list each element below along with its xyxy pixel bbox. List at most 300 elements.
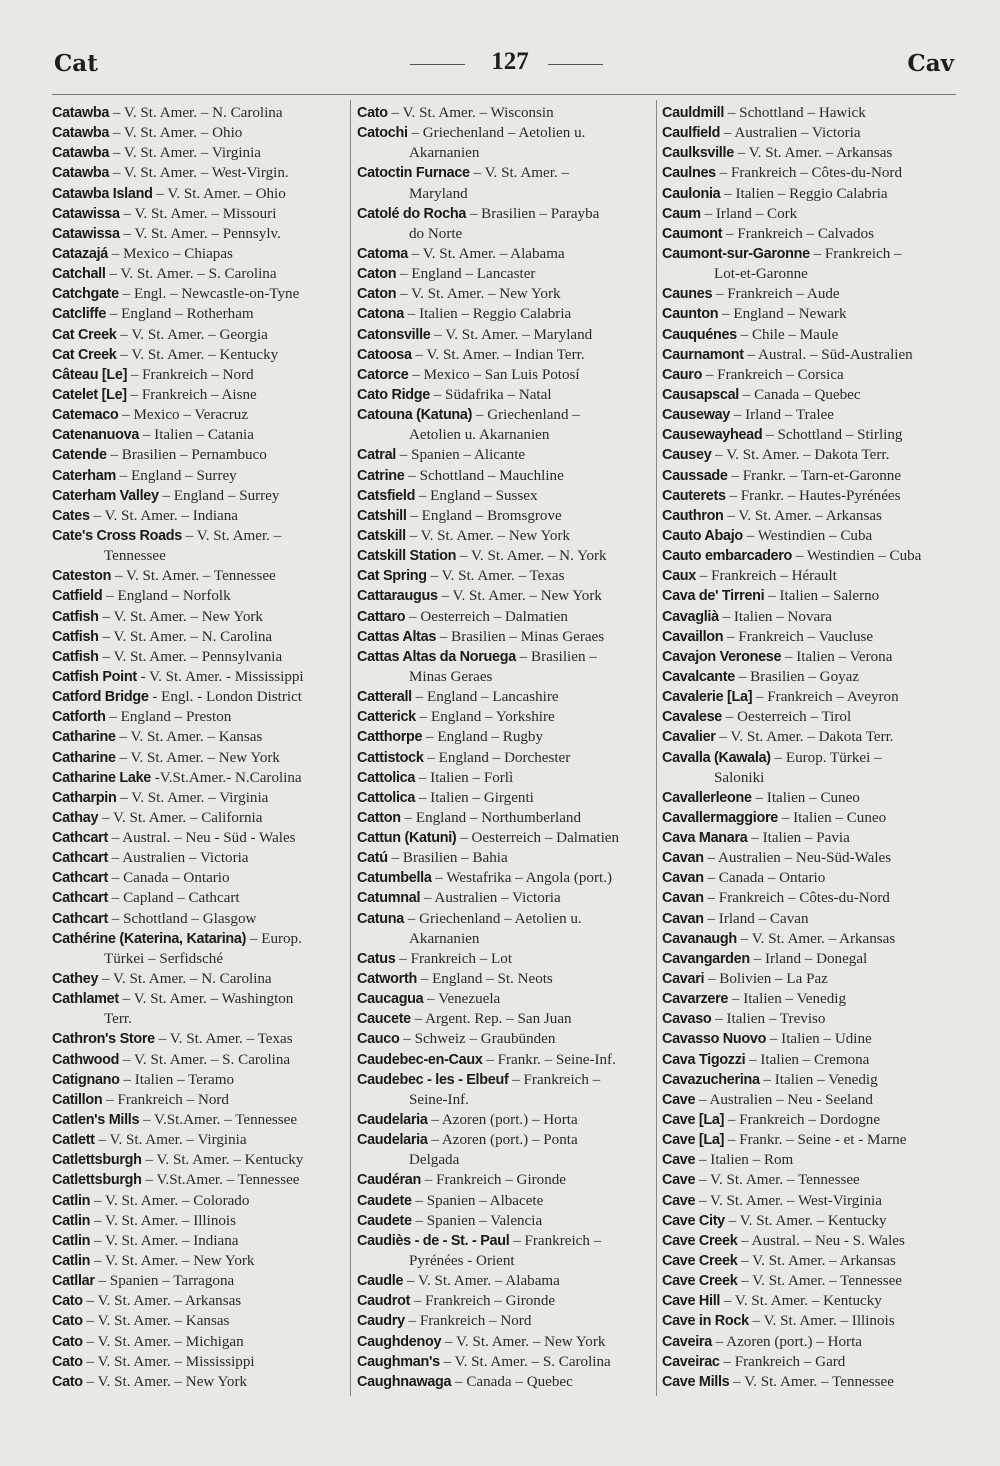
entry-location: – Frankreich – Hérault xyxy=(696,568,837,585)
entry-location: – Frankreich – xyxy=(509,1232,602,1249)
entry-name: Cathérine (Katerina, Katarina) xyxy=(52,930,247,947)
gazetteer-entry xyxy=(357,727,653,747)
gazetteer-entry xyxy=(52,647,348,667)
entry-location: – V. St. Amer. – Pennsylv. xyxy=(119,225,281,242)
gazetteer-entry xyxy=(662,425,958,445)
gazetteer-entry xyxy=(357,1332,653,1352)
gazetteer-entry xyxy=(52,909,348,929)
column-2 xyxy=(357,103,653,1392)
gazetteer-entry xyxy=(357,1191,653,1211)
gazetteer-entry xyxy=(357,204,653,224)
gazetteer-entry xyxy=(357,788,653,808)
entry-name: Caterham xyxy=(52,467,116,484)
gazetteer-entry xyxy=(52,445,348,465)
entry-name: Caumont xyxy=(662,225,723,242)
entry-location: – Frankr. – Tarn-et-Garonne xyxy=(727,467,902,484)
gazetteer-entry xyxy=(662,1291,958,1311)
entry-location: – V.St.Amer. – Tennessee xyxy=(139,1112,298,1129)
gazetteer-entry xyxy=(662,184,958,204)
entry-location: – Südafrika – Natal xyxy=(429,386,552,403)
column-divider xyxy=(656,100,657,1396)
gazetteer-entry xyxy=(52,304,348,324)
entry-location: – Brasilien – Goyaz xyxy=(735,668,860,685)
entry-name: Catawissa xyxy=(52,225,120,242)
entry-name: Cave xyxy=(662,1152,696,1169)
entry-location: – V. St. Amer. – N. York xyxy=(456,548,607,565)
entry-location: – England – Sussex xyxy=(415,487,538,504)
entry-location: - V. St. Amer. - Mississippi xyxy=(136,668,304,685)
gazetteer-entry xyxy=(52,1090,348,1110)
gazetteer-entry xyxy=(357,1291,653,1311)
entry-location: – Brasilien – Parayba xyxy=(466,205,600,222)
entry-location: – Frankreich – Lot xyxy=(395,950,513,967)
entry-location: – V. St. Amer. – N. Carolina xyxy=(98,971,272,988)
entry-continuation: Türkei – Serfidsché xyxy=(104,950,224,967)
gazetteer-entry xyxy=(662,888,958,908)
gazetteer-entry xyxy=(52,768,348,788)
gazetteer-entry xyxy=(357,566,653,586)
entry-name: Caudiès - de - St. - Paul xyxy=(357,1232,510,1249)
entry-name: Catrine xyxy=(357,467,405,484)
entry-name: Caton xyxy=(357,266,397,283)
entry-name: Cathcart xyxy=(52,830,108,847)
entry-name: Catchall xyxy=(52,266,106,283)
entry-location: – V. St. Amer. – New York xyxy=(396,286,561,303)
entry-name: Cave Hill xyxy=(662,1293,721,1310)
entry-location: – V. St. Amer. – Illinois xyxy=(748,1313,895,1330)
entry-location: – V. St. Amer. – S. Carolina xyxy=(105,266,277,283)
entry-name: Caum xyxy=(662,205,701,222)
entry-name: Catende xyxy=(52,447,107,464)
entry-location: – V. St. Amer. – New York xyxy=(90,1253,255,1270)
gazetteer-entry xyxy=(52,1191,348,1211)
entry-location: – V. St. Amer. – Georgia xyxy=(116,326,268,343)
entry-name: Cathwood xyxy=(52,1051,120,1068)
entry-name: Cauthron xyxy=(662,507,724,524)
gazetteer-entry xyxy=(357,405,653,425)
entry-name: Catcliffe xyxy=(52,306,107,323)
gazetteer-entry xyxy=(52,1251,348,1271)
entry-location: – Australien – Neu-Süd-Wales xyxy=(703,850,892,867)
entry-location: – Frankreich – Nord xyxy=(102,1091,229,1108)
entry-name: Catawba xyxy=(52,165,110,182)
entry-name: Cave xyxy=(662,1192,696,1209)
entry-name: Cathron's Store xyxy=(52,1031,155,1048)
entry-name: Catforth xyxy=(52,709,106,726)
entry-name: Caunton xyxy=(662,306,719,323)
gazetteer-entry xyxy=(662,868,958,888)
entry-name: Catlin xyxy=(52,1253,91,1270)
gazetteer-entry xyxy=(357,888,653,908)
gazetteer-entry xyxy=(662,566,958,586)
entry-location: – England – Northumberland xyxy=(400,809,582,826)
entry-location: – Frankreich – Nord xyxy=(404,1313,532,1330)
entry-name: Catharine xyxy=(52,729,116,746)
entry-name: Cavallermaggiore xyxy=(662,809,778,826)
gazetteer-entry xyxy=(357,647,653,667)
gazetteer-entry xyxy=(357,1311,653,1331)
gazetteer-entry xyxy=(662,1372,958,1392)
gazetteer-entry xyxy=(357,1372,653,1392)
entry-location: – V. St. Amer. – New York xyxy=(82,1373,248,1390)
entry-name: Catharine xyxy=(52,749,116,766)
entry-location: – Mexico – Chiapas xyxy=(108,245,233,262)
entry-name: Catawba xyxy=(52,125,110,142)
entry-name: Caudry xyxy=(357,1313,405,1330)
entry-location: – England – Surrey xyxy=(158,487,280,504)
gazetteer-entry xyxy=(357,385,653,405)
entry-name: Caudéran xyxy=(357,1172,421,1189)
entry-location: – Frankreich – Dordogne xyxy=(724,1112,881,1129)
entry-location: – V. St. Amer. – N. Carolina xyxy=(98,628,273,645)
gazetteer-entry xyxy=(662,989,958,1009)
gazetteer-entry xyxy=(52,727,348,747)
gazetteer-entry xyxy=(357,123,653,143)
gazetteer-entry xyxy=(662,627,958,647)
gazetteer-entry xyxy=(357,989,653,1009)
gazetteer-entry xyxy=(662,546,958,566)
entry-location: – Frankreich – Côtes-du-Nord xyxy=(715,165,903,182)
entry-name: Catchgate xyxy=(52,286,119,303)
page-header xyxy=(0,48,1000,84)
gazetteer-entry xyxy=(52,586,348,606)
gazetteer-entry xyxy=(357,909,653,929)
entry-name: Catlin xyxy=(52,1232,91,1249)
entry-name: Catú xyxy=(357,850,388,867)
entry-name: Cavalcante xyxy=(662,668,735,685)
entry-name: Catorce xyxy=(357,366,409,383)
entry-location: – Italien – Cuneo xyxy=(751,789,860,806)
gazetteer-entry xyxy=(52,486,348,506)
entry-location: – Irland – Cavan xyxy=(703,910,809,927)
entry-location: – V. St. Amer. – Virginia xyxy=(109,145,261,162)
gazetteer-entry xyxy=(357,546,653,566)
entry-continuation: Delgada xyxy=(409,1152,460,1169)
gazetteer-entry xyxy=(662,949,958,969)
gazetteer-entry xyxy=(357,868,653,888)
entry-name: Caton xyxy=(357,286,397,303)
gazetteer-entry xyxy=(662,969,958,989)
entry-name: Catawba Island xyxy=(52,185,153,202)
entry-location: – Frankreich – Gard xyxy=(719,1353,846,1370)
entry-name: Catskill xyxy=(357,527,406,544)
entry-name: Cave [La] xyxy=(662,1132,725,1149)
gazetteer-entry xyxy=(357,768,653,788)
entry-name: Caughnawaga xyxy=(357,1373,452,1390)
gazetteer-entry xyxy=(52,1352,348,1372)
entry-location: – Italien – Verona xyxy=(781,648,893,665)
entry-name: Cavalier xyxy=(662,729,716,746)
entry-name: Catelet [Le] xyxy=(52,386,127,403)
gazetteer-entry xyxy=(662,204,958,224)
entry-location: – V. St. Amer. – West-Virginia xyxy=(695,1192,882,1209)
entry-name: Caurnamont xyxy=(662,346,744,363)
entry-location: – Schottland – Mauchline xyxy=(404,467,564,484)
gazetteer-entry xyxy=(357,707,653,727)
entry-location: – Frankreich – Vaucluse xyxy=(723,628,874,645)
entry-location: – V. St. Amer. – Indiana xyxy=(90,1232,239,1249)
entry-name: Catfield xyxy=(52,588,103,605)
gazetteer-entry xyxy=(52,264,348,284)
entry-location: – V. St. Amer. – Tennessee xyxy=(737,1273,902,1290)
entry-name: Cavan xyxy=(662,850,704,867)
entry-location: – V. St. Amer. – New York xyxy=(115,749,280,766)
gazetteer-entry xyxy=(357,687,653,707)
entry-name: Caudete xyxy=(357,1192,412,1209)
entry-location: – England – Lancashire xyxy=(411,689,559,706)
gazetteer-entry xyxy=(662,1009,958,1029)
entry-name: Caulonia xyxy=(662,185,721,202)
entry-location: – V. St. Amer. – New York xyxy=(405,527,571,544)
entry-name: Causapscal xyxy=(662,386,739,403)
entry-continuation: Tennessee xyxy=(104,548,166,565)
entry-location: – Austral. – Neu - S. Wales xyxy=(737,1232,905,1249)
entry-location: – V. St. Amer. – Arkansas xyxy=(733,145,893,162)
gazetteer-entry xyxy=(52,627,348,647)
gazetteer-entry xyxy=(662,828,958,848)
entry-name: Catochi xyxy=(357,125,408,142)
entry-name: Causewayhead xyxy=(662,427,763,444)
entry-name: Cavasso Nuovo xyxy=(662,1031,767,1048)
entry-name: Cavarzere xyxy=(662,991,729,1008)
entry-location: – Spanien – Alicante xyxy=(396,447,526,464)
entry-name: Caulnes xyxy=(662,165,716,182)
entry-name: Causey xyxy=(662,447,712,464)
entry-name: Catlettsburgh xyxy=(52,1172,142,1189)
gazetteer-entry xyxy=(662,325,958,345)
entry-name: Cave Mills xyxy=(662,1373,730,1390)
entry-continuation: Seine-Inf. xyxy=(409,1091,469,1108)
entry-name: Cathcart xyxy=(52,850,108,867)
entry-location: – Spanien – Tarragona xyxy=(94,1273,235,1290)
entry-location: – V. St. Amer. – New York xyxy=(441,1333,606,1350)
gazetteer-entry xyxy=(52,788,348,808)
entry-name: Caudelaria xyxy=(357,1132,428,1149)
entry-name: Cavan xyxy=(662,910,704,927)
entry-name: Catterall xyxy=(357,689,412,706)
entry-location: – Frankr. – Hautes-Pyrénées xyxy=(725,487,901,504)
entry-name: Cathey xyxy=(52,971,99,988)
entry-name: Cauterets xyxy=(662,487,726,504)
entry-name: Caudete xyxy=(357,1212,412,1229)
gazetteer-entry xyxy=(357,808,653,828)
gazetteer-entry xyxy=(357,607,653,627)
entry-continuation: Minas Geraes xyxy=(409,668,493,685)
entry-location: – Italien – Girgenti xyxy=(415,789,534,806)
entry-name: Cauldmill xyxy=(662,105,725,121)
gazetteer-entry xyxy=(52,466,348,486)
entry-location: – V. St. Amer. – Maryland xyxy=(430,326,593,343)
entry-name: Cavalerie [La] xyxy=(662,689,753,706)
entry-name: Cattaro xyxy=(357,608,406,625)
entry-name: Cava Tigozzi xyxy=(662,1051,746,1068)
gazetteer-entry xyxy=(357,486,653,506)
entry-location: – England – Preston xyxy=(105,709,232,726)
entry-location: – Oesterreich – Dalmatien xyxy=(405,608,568,625)
entry-location: – Westindien – Cuba xyxy=(742,527,873,544)
entry-name: Cato xyxy=(357,105,388,121)
gazetteer-entry xyxy=(52,1150,348,1170)
entry-location: – Schottland – Glasgow xyxy=(107,910,257,927)
entry-name: Cave in Rock xyxy=(662,1313,749,1330)
gazetteer-entry xyxy=(662,909,958,929)
gazetteer-entry xyxy=(357,748,653,768)
gazetteer-entry xyxy=(52,123,348,143)
gazetteer-entry xyxy=(52,748,348,768)
gazetteer-entry xyxy=(357,1110,653,1130)
entry-location: – Frankreich – Côtes-du-Nord xyxy=(703,890,890,907)
gazetteer-entry xyxy=(357,103,653,123)
entry-location: – V. St. Amer. – Arkansas xyxy=(737,1253,896,1270)
entry-location: – V. St. Amer. – Alabama xyxy=(403,1273,560,1290)
entry-location: – Engl. – Newcastle-on-Tyne xyxy=(118,286,300,303)
entry-location: – Italien – Venedig xyxy=(728,991,847,1008)
entry-name: Caudebec - les - Elbeuf xyxy=(357,1071,509,1088)
entry-location: – V. St. Amer. – Tennessee xyxy=(695,1172,860,1189)
entry-location: – V. St. Amer. – Dakota Terr. xyxy=(715,729,894,746)
entry-name: Cavan xyxy=(662,890,704,907)
header-last-word: Cav xyxy=(907,50,954,77)
entry-name: Catoosa xyxy=(357,346,412,363)
entry-name: Cathcart xyxy=(52,870,108,887)
gazetteer-entry xyxy=(52,1029,348,1049)
gazetteer-entry xyxy=(662,1211,958,1231)
gazetteer-entry xyxy=(662,667,958,687)
entry-location: – V. St. Amer. – Indiana xyxy=(89,507,238,524)
entry-location: – Mexico – San Luis Potosí xyxy=(408,366,580,383)
entry-name: Catfish xyxy=(52,628,99,645)
entry-location: – Irland – Donegal xyxy=(749,950,868,967)
entry-name: Cateston xyxy=(52,568,112,585)
entry-location: – Australien – Victoria xyxy=(420,890,561,907)
gazetteer-entry xyxy=(662,1231,958,1251)
gazetteer-entry xyxy=(52,808,348,828)
entry-location: – Europ. xyxy=(246,930,302,947)
entry-name: Catlettsburgh xyxy=(52,1152,142,1169)
entry-name: Cavallerleone xyxy=(662,789,752,806)
entry-name: Cave [La] xyxy=(662,1112,725,1129)
entry-name: Caudle xyxy=(357,1273,404,1290)
entry-location: – England – Lancaster xyxy=(396,266,536,283)
entry-location: – Canada – Quebec xyxy=(451,1373,573,1390)
entry-location: – England – Rugby xyxy=(422,729,544,746)
gazetteer-entry xyxy=(52,506,348,526)
gazetteer-entry xyxy=(52,1170,348,1190)
gazetteer-entry xyxy=(662,1352,958,1372)
entry-location: – Italien – Novara xyxy=(718,608,832,625)
gazetteer-entry xyxy=(662,365,958,385)
entry-name: Cattolica xyxy=(357,769,416,786)
gazetteer-entry xyxy=(662,1029,958,1049)
entry-name: Catoma xyxy=(357,245,408,262)
gazetteer-entry xyxy=(662,1070,958,1090)
gazetteer-entry xyxy=(52,1311,348,1331)
entry-continuation: Akarnanien xyxy=(409,145,480,162)
entry-name: Cato xyxy=(52,1353,83,1370)
entry-location: – V. St. Amer. – S. Carolina xyxy=(119,1051,291,1068)
gazetteer-entry xyxy=(662,1332,958,1352)
entry-name: Caughdenoy xyxy=(357,1333,442,1350)
gazetteer-entry xyxy=(52,425,348,445)
gazetteer-entry xyxy=(52,1332,348,1352)
entry-name: Catharpin xyxy=(52,789,117,806)
entry-location: – V. St. Amer. – Texas xyxy=(154,1031,293,1048)
entry-location: – Australien – Victoria xyxy=(720,125,861,142)
entry-location: – Italien – Pavia xyxy=(747,830,850,847)
gazetteer-entry xyxy=(357,828,653,848)
gazetteer-entry xyxy=(52,848,348,868)
entry-name: Cathay xyxy=(52,809,99,826)
entry-location: – Oesterreich – Tirol xyxy=(722,709,852,726)
entry-location: – Europ. Türkei – xyxy=(770,749,882,766)
entry-name: Cathcart xyxy=(52,890,108,907)
entry-name: Cavan xyxy=(662,870,704,887)
entry-location: – Irland – Cork xyxy=(700,205,798,222)
entry-name: Catawba xyxy=(52,105,110,121)
entry-location: – England – Dorchester xyxy=(423,749,571,766)
gazetteer-entry xyxy=(662,788,958,808)
entry-name: Catemaco xyxy=(52,407,119,424)
entry-name: Catharine Lake xyxy=(52,769,151,786)
entry-location: – England – Norfolk xyxy=(102,588,231,605)
gazetteer-entry xyxy=(357,345,653,365)
entry-name: Cave Creek xyxy=(662,1232,738,1249)
gazetteer-entry xyxy=(52,405,348,425)
entry-name: Caudebec-en-Caux xyxy=(357,1051,483,1068)
entry-name: Catuna xyxy=(357,910,404,927)
entry-location: – V. St. Amer. – New York xyxy=(98,608,263,625)
entry-location: – V. St. Amer. – Kansas xyxy=(82,1313,230,1330)
entry-name: Catworth xyxy=(357,971,417,988)
entry-continuation: Saloniki xyxy=(714,769,765,786)
entry-location: – Canada – Ontario xyxy=(107,870,230,887)
gazetteer-entry xyxy=(662,607,958,627)
gazetteer-entry xyxy=(662,405,958,425)
entry-name: Cave xyxy=(662,1091,696,1108)
entry-name: Cavajon Veronese xyxy=(662,648,782,665)
entry-location: – England – Yorkshire xyxy=(415,709,555,726)
column-1 xyxy=(52,103,348,1392)
gazetteer-entry xyxy=(662,103,958,123)
gazetteer-entry xyxy=(52,345,348,365)
entry-name: Causeway xyxy=(662,407,730,424)
entry-name: Cave City xyxy=(662,1212,725,1229)
entry-name: Caudelaria xyxy=(357,1112,428,1129)
entry-location: – V. St. Amer. – Missouri xyxy=(119,205,277,222)
entry-location: – Mexico – Veracruz xyxy=(118,407,249,424)
entry-location: – England – Bromsgrove xyxy=(406,507,562,524)
entry-name: Cate's Cross Roads xyxy=(52,527,182,544)
entry-name: Cave Creek xyxy=(662,1253,738,1270)
entry-location: – V. St. Amer. – Mississippi xyxy=(82,1353,255,1370)
gazetteer-entry xyxy=(52,143,348,163)
entry-continuation: Akarnanien xyxy=(409,930,480,947)
entry-name: Cattistock xyxy=(357,749,424,766)
gazetteer-entry xyxy=(357,1009,653,1029)
entry-name: Caulfield xyxy=(662,125,721,142)
gazetteer-entry xyxy=(52,184,348,204)
entry-location: – Oesterreich – Dalmatien xyxy=(456,830,620,847)
entry-name: Caveira xyxy=(662,1333,712,1350)
gazetteer-entry xyxy=(662,1251,958,1271)
entry-location: – Irland – Tralee xyxy=(730,407,834,424)
entry-name: Cat Creek xyxy=(52,346,117,363)
entry-name: Cava Manara xyxy=(662,830,748,847)
entry-location: – V. St. Amer. – Alabama xyxy=(407,245,565,262)
gazetteer-entry xyxy=(52,244,348,264)
gazetteer-entry xyxy=(662,244,958,264)
entry-location: – Frankreich – Nord xyxy=(127,366,254,383)
